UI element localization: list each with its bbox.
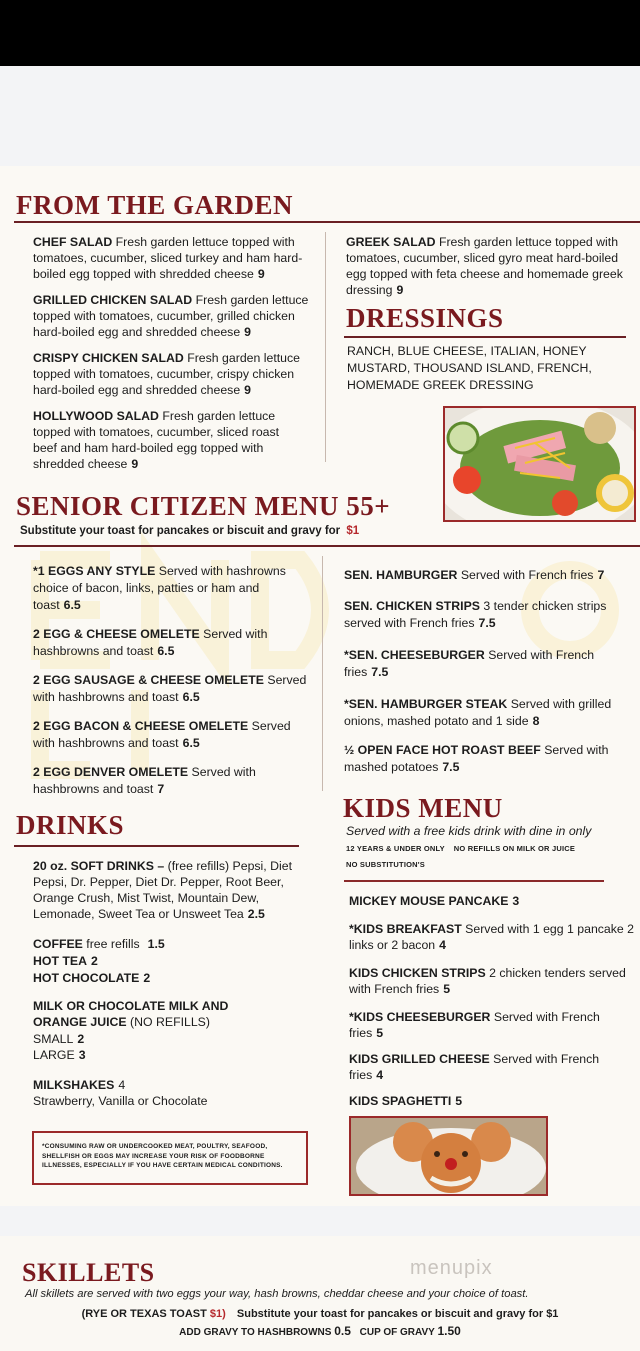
menu-item-egg-sausage-omelete — [33, 672, 308, 706]
item-desc: Served with French fries — [349, 1052, 600, 1082]
pancake-photo — [349, 1116, 548, 1196]
item-desc: Served with hashrowns choice of bacon, links, patties or ham and toast — [33, 564, 286, 612]
item-desc: Served with grilled onions, mashed potato and 1 side — [344, 697, 612, 728]
drink-price: 2 — [143, 971, 151, 985]
item-price: 7 — [157, 782, 165, 796]
item-price: 7 — [597, 568, 605, 582]
kids-note-age: 12 YEARS & UNDER ONLY NO REFILLS ON MILK OR JUICE — [346, 844, 576, 853]
senior-subtitle-text: Substitute your toast for pancakes or biscuit and gravy for — [20, 525, 341, 537]
item-desc: Served with 1 egg 1 pancake 2 links or 2 bacon — [349, 922, 635, 952]
kids-item-mickey-pancake — [349, 893, 639, 909]
drink-price: 1.5 — [147, 937, 165, 951]
garden-title: FROM THE GARDEN — [16, 190, 294, 220]
item-name: SEN. CHICKEN STRIPS — [344, 599, 480, 613]
kids-rule — [344, 880, 604, 882]
item-desc: Served with hashbrowns and toast — [33, 765, 256, 796]
menu-item-chef-salad — [33, 234, 313, 282]
menu-item-sen-hamburger-steak — [344, 696, 634, 730]
item-name: KIDS CHICKEN STRIPS — [349, 966, 486, 980]
size-label: LARGE — [33, 1048, 75, 1062]
drink-price: 2.5 — [247, 907, 265, 921]
dressings-list: RANCH, BLUE CHEESE, ITALIAN, HONEY MUSTARD, THOUSAND ISLAND, FRENCH, HOMEMADE GREEK DRESSING — [347, 344, 592, 392]
size-price: 3 — [78, 1048, 86, 1062]
senior-rule — [14, 545, 640, 547]
item-price: 9 — [131, 457, 139, 471]
senior-subtitle — [20, 525, 359, 537]
item-name: KIDS GRILLED CHEESE — [349, 1052, 490, 1066]
item-name: *KIDS BREAKFAST — [349, 922, 462, 936]
drink-size-large — [33, 1047, 86, 1063]
gravy-hashbrowns-price: 0.5 — [334, 1324, 351, 1338]
item-name: 2 EGG DENVER OMELETE — [33, 765, 189, 779]
menu-item-open-face-roast-beef — [344, 742, 634, 776]
item-price: 6.5 — [63, 598, 81, 612]
menupix-logo: menupix — [410, 1257, 493, 1279]
item-desc: Fresh garden lettuce topped with tomatoes, cucumber, sliced roast beef and ham hard-boiled egg topped with shredded cheese — [33, 409, 280, 471]
drink-price: 4 — [118, 1078, 126, 1092]
item-price: 6.5 — [182, 690, 200, 704]
menu-item-crispy-chicken-salad — [33, 350, 318, 398]
menu-item-eggs-any-style — [33, 563, 303, 614]
item-desc: Served with hashbrowns and toast — [33, 673, 307, 704]
drink-milkshakes-flavors: Strawberry, Vanilla or Chocolate — [33, 1094, 208, 1108]
drink-name: MILKSHAKES — [33, 1078, 115, 1092]
item-desc: 3 tender chicken strips served with French fries — [344, 599, 607, 630]
drink-price: 2 — [90, 954, 98, 968]
item-desc: Fresh garden lettuce topped with tomatoes, cucumber, crispy chicken hard-boiled egg and shredded cheese — [33, 351, 300, 397]
item-price: 6.5 — [182, 736, 200, 750]
item-price: 3 — [512, 894, 520, 908]
drink-desc: (free refills) Pepsi, Diet Pepsi, Dr. Pepper, Diet Dr. Pepper, Root Beer, Orange Crush, Mist Twist, Mountain Dew, Lemonade, Sweet Tea or Unsweet Tea — [33, 859, 292, 921]
drink-name: HOT TEA — [33, 954, 87, 968]
drink-desc: free refills — [86, 937, 140, 951]
kids-item-chicken-strips — [349, 965, 634, 997]
menu-item-egg-bacon-omelete — [33, 718, 303, 752]
item-name: HOLLYWOOD SALAD — [33, 409, 159, 423]
item-name: *SEN. CHEESEBURGER — [344, 648, 485, 662]
item-desc: Served with French fries — [349, 1010, 600, 1040]
item-price: 5 — [455, 1094, 463, 1108]
senior-divider — [322, 556, 323, 791]
drink-hot-chocolate — [33, 970, 298, 986]
menu-item-egg-cheese-omelete — [33, 626, 283, 660]
size-price: 2 — [77, 1032, 85, 1046]
item-desc: Served with mashed potatoes — [344, 743, 609, 774]
item-desc: Served with French fries — [460, 568, 594, 582]
item-name: 2 EGG BACON & CHEESE OMELETE — [33, 719, 249, 733]
menu-item-sen-chicken-strips — [344, 598, 634, 632]
drinks-rule — [14, 845, 299, 847]
salad-image — [445, 408, 634, 520]
skillets-description: All skillets are served with two eggs your way, hash browns, cheddar cheese and your choice of toast. — [25, 1288, 529, 1300]
drink-coffee — [33, 936, 298, 952]
item-desc: Fresh garden lettuce topped with tomatoes, cucumber, sliced turkey and ham hard-boiled egg topped with shredded cheese — [33, 235, 303, 281]
kids-item-breakfast — [349, 921, 639, 953]
top-gap — [0, 66, 640, 166]
item-name: SEN. HAMBURGER — [344, 568, 458, 582]
item-price: 7.5 — [478, 616, 496, 630]
drink-name: MILK OR CHOCOLATE MILK AND ORANGE JUICE — [33, 999, 229, 1029]
drink-name: COFFEE — [33, 937, 83, 951]
item-price: 6.5 — [157, 644, 175, 658]
food-warning-box — [32, 1131, 308, 1185]
menu-item-grilled-chicken-salad — [33, 292, 318, 340]
item-price: 5 — [443, 982, 451, 996]
menu-item-sen-cheeseburger — [344, 647, 624, 681]
pancake-image — [351, 1118, 546, 1194]
item-name: *1 EGGS ANY STYLE — [33, 564, 156, 578]
item-price: 4 — [439, 938, 446, 952]
item-price: 7.5 — [442, 760, 460, 774]
kids-subtitle: Served with a free kids drink with dine in only — [346, 824, 592, 838]
item-price: 9 — [244, 325, 251, 339]
drinks-title: DRINKS — [16, 810, 125, 840]
item-price: 5 — [376, 1026, 384, 1040]
garden-divider — [325, 232, 326, 462]
drink-name: HOT CHOCOLATE — [33, 971, 140, 985]
menu-item-sen-hamburger — [344, 567, 634, 584]
kids-item-spaghetti — [349, 1093, 629, 1109]
skillets-line-toast — [0, 1308, 640, 1320]
item-desc: Served with hashbrowns and toast — [33, 719, 291, 750]
item-price: 4 — [376, 1068, 384, 1082]
dressings-rule — [344, 336, 626, 338]
item-name: *KIDS CHEESEBURGER — [349, 1010, 491, 1024]
item-name: *SEN. HAMBURGER STEAK — [344, 697, 508, 711]
food-warning-text: *CONSUMING RAW OR UNDERCOOKED MEAT, POULTRY, SEAFOOD, SHELLFISH OR EGGS MAY INCREASE YOUR RISK OF FOODBORNE ILLNESSES, ESPECIALLY IF YOU HAVE CERTAIN MEDICAL CONDITIONS. — [42, 1143, 283, 1169]
toast-option-price: $1) — [209, 1308, 226, 1320]
kids-note-substitutions: NO SUBSTITUTION'S — [346, 860, 425, 869]
skillets-line-gravy — [0, 1324, 640, 1338]
menu-item-egg-denver-omelete — [33, 764, 283, 798]
substitute-option: Substitute your toast for pancakes or biscuit and gravy for — [236, 1308, 544, 1320]
item-name: KIDS SPAGHETTI — [349, 1094, 452, 1108]
drink-name: 20 oz. SOFT DRINKS – — [33, 859, 165, 873]
item-name: CRISPY CHICKEN SALAD — [33, 351, 184, 365]
kids-item-grilled-cheese — [349, 1051, 629, 1083]
menu-item-hollywood-salad — [33, 408, 303, 472]
senior-title: SENIOR CITIZEN MENU 55+ — [16, 491, 391, 521]
toast-option: (RYE OR TEXAS TOAST — [81, 1308, 207, 1320]
drink-hot-tea — [33, 953, 298, 969]
drink-soft-drinks — [33, 858, 298, 922]
item-price: 8 — [532, 714, 540, 728]
dressings-title: DRESSINGS — [346, 303, 504, 333]
item-price: 9 — [396, 283, 404, 297]
drink-milk-juice — [33, 998, 253, 1030]
status-bar — [0, 0, 640, 66]
drink-milkshakes — [33, 1077, 125, 1093]
substitute-option-price: $1 — [546, 1308, 559, 1320]
drink-note: (NO REFILLS) — [130, 1015, 210, 1029]
item-desc: Fresh garden lettuce topped with tomatoes, cucumber, grilled chicken hard-boiled egg and shredded cheese — [33, 293, 309, 339]
cup-of-gravy: CUP OF GRAVY — [359, 1327, 435, 1338]
item-name: MICKEY MOUSE PANCAKE — [349, 894, 509, 908]
gravy-hashbrowns: ADD GRAVY TO HASHBROWNS — [179, 1327, 332, 1338]
skillets-title: SKILLETS — [22, 1258, 155, 1287]
kids-item-cheeseburger — [349, 1009, 629, 1041]
item-name: 2 EGG SAUSAGE & CHEESE OMELETE — [33, 673, 264, 687]
cup-of-gravy-price: 1.50 — [437, 1324, 461, 1338]
item-desc: Served with hashbrowns and toast — [33, 627, 268, 658]
item-desc: 2 chicken tenders served with French fries — [349, 966, 626, 996]
item-price: 9 — [257, 267, 265, 281]
item-price: 9 — [244, 383, 251, 397]
item-name: CHEF SALAD — [33, 235, 113, 249]
item-desc: Served with French fries — [344, 648, 595, 679]
kids-title: KIDS MENU — [343, 793, 503, 823]
item-price: 7.5 — [371, 665, 389, 679]
size-label: SMALL — [33, 1032, 74, 1046]
item-name: ½ OPEN FACE HOT ROAST BEEF — [344, 743, 541, 757]
item-name: GRILLED CHICKEN SALAD — [33, 293, 193, 307]
item-name: GREEK SALAD — [346, 235, 436, 249]
drink-size-small — [33, 1031, 84, 1047]
item-desc: Fresh garden lettuce topped with tomatoes, cucumber, sliced gyro meat hard-boiled egg topped with feta cheese and homemade greek dressing — [346, 235, 623, 297]
item-name: 2 EGG & CHEESE OMELETE — [33, 627, 200, 641]
garden-rule — [14, 221, 640, 223]
salad-photo — [443, 406, 636, 522]
senior-subtitle-price: $1 — [346, 525, 360, 537]
menu-item-greek-salad — [346, 234, 631, 298]
